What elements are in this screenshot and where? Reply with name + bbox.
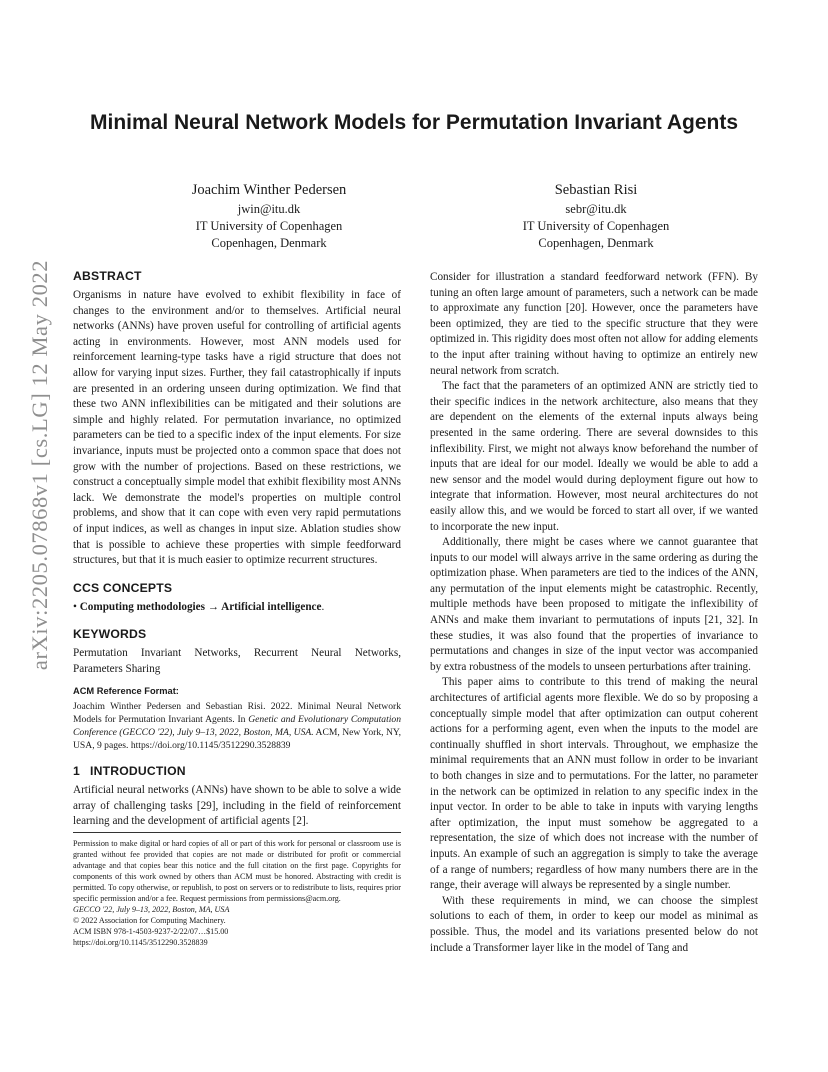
introduction-heading	[73, 763, 401, 779]
author-name: Sebastian Risi	[554, 182, 638, 198]
keywords-text: Permutation Invariant Networks, Recurrent Neural Networks, Parameters Sharing	[73, 647, 401, 675]
author-affiliation: IT University of Copenhagen	[195, 219, 343, 233]
ccs-bullet: •	[73, 600, 77, 613]
body-paragraph: Additionally, there might be cases where we cannot guarantee that inputs to our model will always arrive in the same ordering as during the optimization phase. When parameters are tied to the indices of the ANN, any permutation of the input elements might be catastrophic. Recently, multiple methods have been proposed to mitigate the inflexibility of ANNs and make them invariant to permutations of inputs [21, 32]. In these studies, it was also found that the properties of invariance to permutations and changes in size of the input vector was accompanied by extra robustness of the models to unseen perturbations after training.	[430, 536, 758, 673]
isbn-line: ACM ISBN 978-1-4503-9237-2/22/07…$15.00	[73, 927, 229, 936]
acm-reference-heading: ACM Reference Format:	[73, 686, 179, 697]
paper-title: Minimal Neural Network Models for Permutation Invariant Agents	[90, 111, 738, 134]
copyright-line: © 2022 Association for Computing Machinery.	[73, 916, 226, 925]
body-paragraph: With these requirements in mind, we can choose the simplest solutions to each of them, in order to keep our model as minimal as possible. Thus, the model and its variations presented below do not include a Transformer layer like in the model of Tang and	[430, 894, 758, 954]
doi-line: https://doi.org/10.1145/3512290.3528839	[73, 938, 208, 947]
copyright-footnote	[73, 832, 401, 948]
abstract-text: Organisms in nature have evolved to exhibit flexibility in face of changes to the environment and/or to themselves. Artificial neural networks (ANNs) have proven useful for controlling of artificial agents acting in environments. However, most ANN models used for reinforcement learning-type tasks have a rigid structure that does not allow for varying input sizes. Further, they fail catastrophically if inputs are presented in an ordering unseen during optimization. We find that these two ANN inflexibilities can be mitigated and their solutions are simple and highly related. For permutation invariance, no optimized parameters can be tied to a specific index of the input elements. For size invariance, inputs must be projected onto a common space that does not grow with the number of projections. Based on these restrictions, we construct a conceptually simple model that exhibit flexibility most ANNs lack. We demonstrate the model's properties on multiple control problems, and show that it can cope with even very rapid permutations of input indices, as well as changes in input size. Ablation studies show that is possible to achieve these properties with simple feedforward structures, but that it is much easier to optimize recurrent structures.	[73, 289, 401, 567]
author-block-2	[431, 180, 761, 252]
author-block-1	[104, 180, 434, 252]
introduction-paragraph-1: Artificial neural networks (ANNs) have shown to be able to solve a wide array of challenging tasks [29], including in the field of reinforcement learning and the development of artificial agents [2].	[73, 784, 401, 828]
acm-reference-venue: Genetic and Evolutionary Computation Conference (GECCO '22), July 9–13, 2022, Boston, MA, USA.	[73, 714, 401, 739]
abstract-heading: ABSTRACT	[73, 269, 142, 283]
section-title: INTRODUCTION	[89, 764, 186, 779]
author-name: Joachim Winther Pedersen	[191, 182, 347, 198]
conference-line: GECCO '22, July 9–13, 2022, Boston, MA, USA	[73, 905, 230, 914]
ccs-end: .	[321, 600, 325, 613]
permission-notice: Permission to make digital or hard copies of all or part of this work for personal or classroom use is granted without fee provided that copies are not made or distributed for profit or commercial advantage and that copies bear this notice and the full citation on the first page. Copyrights for components of this work owned by others than ACM must be honored. Abstracting with credit is permitted. To copy otherwise, or republish, to post on servers or to redistribute to lists, requires prior specific permission and/or a fee. Request permissions from permissions@acm.org.	[73, 839, 401, 903]
body-paragraph: This paper aims to contribute to this trend of making the neural architectures of artificial agents more flexible. We do so by proposing a conceptually simple model that after optimization can output coherent actions for a performing agent, even when the inputs to the model are continually shuffled in short intervals. Throughout, we emphasize the minimal requirements that an ANN must follow in order to be invariant to both changes in size and to permutations. For the latter, no parameter in the network can be optimized in relation to any specific index in the input vector. In order to be able to take in inputs with varying lengths after optimization, the input must somehow be aggregated to a representation, the size of which does not increase with the number of inputs. An example of such an aggregation is simply to take the average of a range of numbers; regardless of how many numbers there are in the range, their average will always be represented by a single number.	[430, 676, 758, 892]
arxiv-identifier: arXiv:2205.07868v1 [cs.LG] 12 May 2022	[27, 259, 52, 671]
author-affiliation: IT University of Copenhagen	[522, 219, 670, 233]
left-column	[73, 268, 401, 830]
author-location: Copenhagen, Denmark	[211, 236, 327, 250]
ccs-heading: CCS CONCEPTS	[73, 580, 173, 595]
acm-reference-text: Joachim Winther Pedersen and Sebastian Risi. 2022. Minimal Neural Network Models for Permutation Invariant Agents. In Genetic and Evolutionary Computation Conference (GECCO '22), July 9–13, 2022, Boston, MA, USA. ACM, New York, NY, USA, 9 pages. https://doi.org/10.1145/3512290.3528839	[73, 701, 401, 752]
author-email: jwin@itu.dk	[237, 202, 301, 216]
author-location: Copenhagen, Denmark	[538, 236, 654, 250]
body-paragraph: The fact that the parameters of an optimized ANN are strictly tied to their specific indices in the network architecture, also means that they are dependent on the elements of the external inputs always being presented in the same ordering. There are several downsides to this inflexibility. First, we might not always know beforehand the number of inputs that are ideal for our model. Ideally we would be able to add a new sensor and the model would during deployment figure out how to integrate that information. However, most neural architectures do not easily allow this, and we would be forced to start all over, if we wanted to incorporate the new input.	[430, 380, 758, 533]
section-number: 1	[73, 764, 80, 779]
ccs-concept: Computing methodologies → Artificial intelligence	[79, 600, 322, 613]
body-paragraph: Consider for illustration a standard feedforward network (FFN). By tuning an often large amount of parameters, such a network can be made to approximate any function [20]. However, once the parameters have been optimized, they are tied to the specific structure that they were optimized in. This rigidity does most often not allow for adding elements to the input after training without having to optimize an entirely new neural network from scratch.	[430, 271, 758, 377]
author-email: sebr@itu.dk	[565, 202, 627, 216]
keywords-heading: KEYWORDS	[73, 627, 147, 642]
right-column	[430, 270, 758, 956]
arxiv-side-stamp	[20, 259, 60, 671]
ccs-concepts	[73, 600, 401, 616]
